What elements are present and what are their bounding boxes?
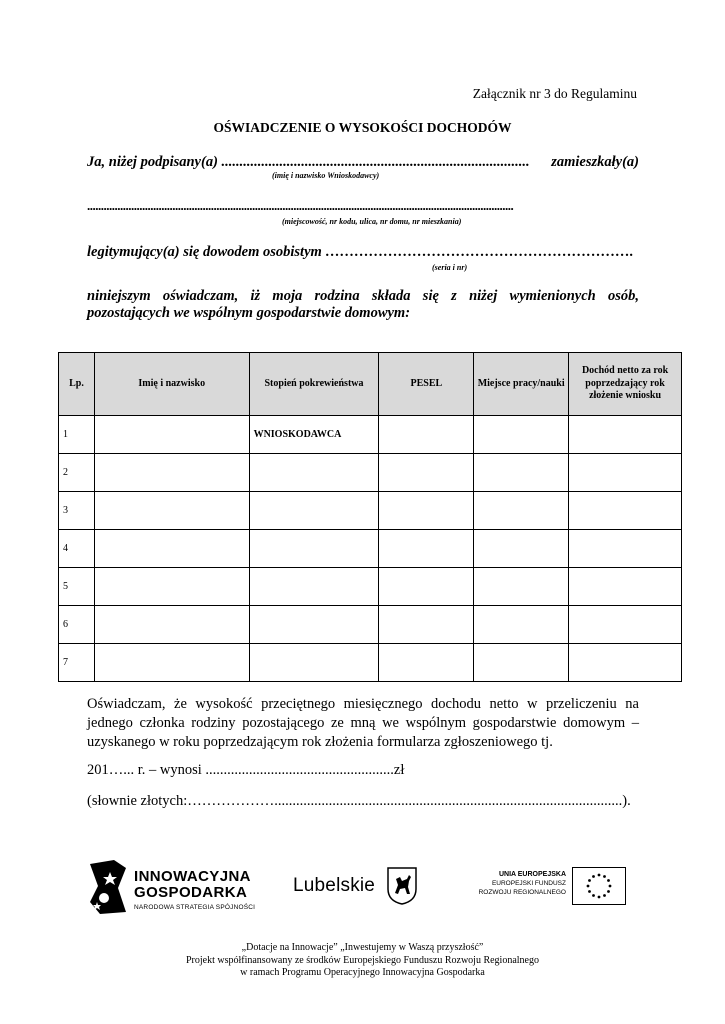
- innowacyjna-gospodarka-logo: [88, 855, 288, 920]
- document-title: OŚWIADCZENIE O WYSOKOŚCI DOCHODÓW: [213, 120, 512, 135]
- header-pesel: PESEL: [379, 353, 474, 416]
- table-row: [59, 492, 682, 530]
- lubelskie-shield-icon: [387, 867, 417, 905]
- cell-lp: 5: [59, 568, 95, 606]
- cell-pesel[interactable]: [379, 568, 474, 606]
- footer-line1: „Dotacje na Innowacje” „Inwestujemy w Waszą przyszłość”: [241, 942, 484, 953]
- logos-strip: [88, 855, 628, 920]
- header-name: Imię i nazwisko: [94, 353, 249, 416]
- income-words-line: (słownie złotych:………………................................................................................................).: [87, 793, 631, 809]
- cell-name[interactable]: [94, 568, 249, 606]
- cell-workplace[interactable]: [474, 568, 569, 606]
- lubelskie-logo: [293, 867, 421, 907]
- eu-flag-icon: [572, 867, 626, 905]
- cell-relation[interactable]: [249, 568, 379, 606]
- household-statement: niniejszym oświadczam, iż moja rodzina składa się z niżej wymienionych osób, pozostających we wspólnym gospodarstwie domowym:: [87, 288, 639, 321]
- ig-text: [134, 869, 255, 911]
- id-document-line: legitymujący(a) się dowodem osobistym ……………………………………………………….: [87, 244, 634, 260]
- eu-line2: EUROPEJSKI FUNDUSZ: [491, 880, 566, 887]
- ig-emblem-icon: [88, 858, 128, 916]
- cell-name[interactable]: [94, 492, 249, 530]
- cell-relation[interactable]: [249, 454, 379, 492]
- cell-income[interactable]: [569, 454, 682, 492]
- cell-workplace[interactable]: [474, 530, 569, 568]
- ig-line1: INNOWACYJNA: [134, 868, 251, 885]
- eu-line1: UNIA EUROPEJSKA: [498, 871, 566, 878]
- cell-workplace[interactable]: [474, 416, 569, 454]
- cell-name[interactable]: [94, 644, 249, 682]
- name-hint: (imię i nazwisko Wnioskodawcy): [272, 171, 380, 180]
- cell-workplace[interactable]: [474, 454, 569, 492]
- cell-lp: 3: [59, 492, 95, 530]
- cell-income[interactable]: [569, 568, 682, 606]
- income-amount-line: 201…... r. – wynosi ....................................................zł: [87, 762, 405, 778]
- annex-label: Załącznik nr 3 do Regulaminu: [472, 86, 637, 101]
- table-row: [59, 568, 682, 606]
- cell-workplace[interactable]: [474, 644, 569, 682]
- cell-workplace[interactable]: [474, 606, 569, 644]
- header-workplace: Miejsce pracy/nauki: [474, 353, 569, 416]
- cell-relation[interactable]: [249, 606, 379, 644]
- cell-lp: 1: [59, 416, 95, 454]
- cell-pesel[interactable]: [379, 606, 474, 644]
- cell-pesel[interactable]: [379, 530, 474, 568]
- cell-relation[interactable]: [249, 644, 379, 682]
- cell-pesel[interactable]: [379, 416, 474, 454]
- cell-relation[interactable]: WNIOSKODAWCA: [249, 416, 379, 454]
- table-row: [59, 530, 682, 568]
- footer-line3: w ramach Programu Operacyjnego Innowacyjna Gospodarka: [240, 967, 485, 978]
- cell-income[interactable]: [569, 416, 682, 454]
- table-row: [59, 606, 682, 644]
- eu-line3: ROZWOJU REGIONALNEGO: [478, 889, 566, 896]
- residence-label: zamieszkały(a): [551, 154, 639, 170]
- footer-line2: Projekt współfinansowany ze środków Europejskiego Funduszu Rozwoju Regionalnego: [185, 954, 539, 966]
- applicant-name-label: Ja, niżej podpisany(a) .....................................................................................: [87, 154, 530, 170]
- cell-lp: 6: [59, 606, 95, 644]
- cell-name[interactable]: [94, 530, 249, 568]
- cell-income[interactable]: [569, 644, 682, 682]
- table-row: [59, 644, 682, 682]
- header-relation: Stopień pokrewieństwa: [249, 353, 379, 416]
- cell-pesel[interactable]: [379, 454, 474, 492]
- cell-name[interactable]: [94, 606, 249, 644]
- cell-name[interactable]: [94, 416, 249, 454]
- ig-line2: GOSPODARKA: [134, 884, 248, 901]
- table-row: [59, 416, 682, 454]
- cell-relation[interactable]: [249, 530, 379, 568]
- eu-logo: [460, 867, 628, 907]
- eu-text: [479, 870, 566, 897]
- footer: [0, 942, 725, 980]
- cell-name[interactable]: [94, 454, 249, 492]
- address-hint: (miejscowość, nr kodu, ulica, nr domu, nr mieszkania): [282, 217, 462, 226]
- address-field: ...........................................................................................................................................................: [87, 198, 514, 213]
- table-header-row: [59, 353, 682, 416]
- income-declaration: Oświadczam, że wysokość przeciętnego miesięcznego dochodu netto w przeliczeniu na jednego członka rodziny pozostającego ze mną we wspólnym gospodarstwie domowym – uzyskanego w roku poprzedzającym rok złożenia formularza zgłoszeniowego tj.: [87, 696, 639, 750]
- cell-workplace[interactable]: [474, 492, 569, 530]
- table-row: [59, 454, 682, 492]
- applicant-name-line: [87, 154, 639, 171]
- cell-lp: 7: [59, 644, 95, 682]
- cell-pesel[interactable]: [379, 492, 474, 530]
- cell-lp: 4: [59, 530, 95, 568]
- cell-income[interactable]: [569, 530, 682, 568]
- id-hint: (seria i nr): [432, 263, 468, 272]
- lubelskie-wordmark: Lubelskie: [293, 875, 376, 896]
- cell-income[interactable]: [569, 492, 682, 530]
- cell-income[interactable]: [569, 606, 682, 644]
- cell-lp: 2: [59, 454, 95, 492]
- ig-line3: NARODOWA STRATEGIA SPÓJNOŚCI: [134, 904, 256, 911]
- header-income: Dochód netto za rok poprzedzający rok złożenie wniosku: [569, 353, 682, 416]
- header-lp: Lp.: [59, 353, 95, 416]
- household-table: [58, 352, 682, 682]
- cell-pesel[interactable]: [379, 644, 474, 682]
- cell-relation[interactable]: [249, 492, 379, 530]
